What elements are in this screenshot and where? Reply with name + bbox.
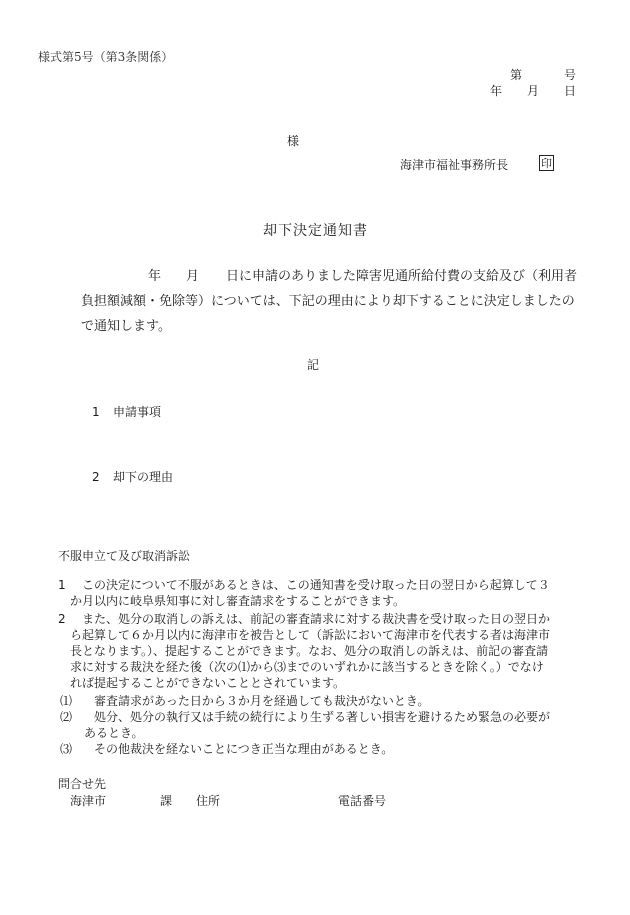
seal-mark: 印 [541, 157, 552, 170]
para-text: また、処分の取消しの訴えは、前記の審査請求に対する裁決書を受け取った日の翌日か [82, 612, 551, 626]
body-line-1-rest: 日に申請のありました障害児通所給付費の支給及び（利用者 [226, 269, 578, 284]
appeal-para-2-line-3: 長となります。）、提起することができます。なお、処分の取消しの訴えは、前記の審査請 [70, 644, 549, 658]
para-number: 1 [58, 578, 66, 592]
appeal-para-2-line-2: ら起算して６か月以内に海津市を被告として（訴訟において海津市を代表する者は海津市 [70, 628, 551, 642]
sub-number: ⑵ [60, 710, 73, 724]
number-go: 号 [564, 68, 577, 82]
appeal-sub-2-line-1 [60, 710, 550, 726]
ki-heading: 記 [307, 358, 320, 372]
inquiry-address-label: 住所 [196, 794, 221, 808]
appeal-heading: 不服申立て及び取消訴訟 [58, 549, 191, 563]
item-reason [92, 470, 173, 485]
inquiry-heading: 問合せ先 [58, 777, 107, 791]
document-title: 却下決定通知書 [263, 223, 368, 239]
date-day: 日 [564, 84, 577, 98]
inquiry-phone-label: 電話番号 [338, 794, 387, 808]
appeal-para-2-line-5: れば提起することができないこととされています。 [70, 676, 346, 690]
inquiry-details [70, 794, 410, 809]
appeal-sub-1 [60, 694, 429, 710]
sub-number: ⑶ [60, 742, 73, 756]
appeal-para-2-line-1 [58, 612, 550, 628]
number-dai: 第 [510, 68, 523, 82]
body-line-1 [148, 269, 578, 285]
date-month: 月 [527, 84, 540, 98]
body-year: 年 [148, 269, 162, 284]
sub-text: その他裁決を経ないことにつき正当な理由があるとき。 [94, 742, 394, 756]
item-application [92, 405, 161, 420]
appeal-sub-3 [60, 742, 393, 758]
body-line-2: 負担額減額・免除等）については、下記の理由により却下することに決定しましたの [81, 294, 575, 309]
appeal-para-2-line-4: 求に対する裁決を経た後（次の⑴から⑶までのいずれかに該当するときを除く。）でなけ [70, 660, 544, 674]
para-text: この決定について不服があるときは、この通知書を受け取った日の翌日から起算して３ [82, 578, 550, 592]
para-number: 2 [58, 612, 66, 626]
sender-name: 海津市福祉事務所長 [400, 158, 509, 172]
addressee-suffix: 様 [287, 134, 300, 148]
appeal-para-1-line-1 [58, 578, 550, 594]
form-label: 様式第5号（第3条関係） [38, 50, 174, 64]
appeal-para-1-line-2: か月以内に岐阜県知事に対し審査請求をすることができます。 [70, 594, 406, 608]
item-label: 申請事項 [113, 405, 162, 419]
item-label: 却下の理由 [113, 470, 174, 484]
inquiry-city: 海津市 [70, 794, 107, 808]
item-number: 1 [92, 405, 100, 419]
sub-text: 審査請求があった日から３か月を経過しても裁決がないとき。 [94, 694, 430, 708]
sub-text: 処分、処分の執行又は手続の続行により生ずる著しい損害を避けるため緊急の必要が [94, 710, 551, 724]
appeal-sub-2-line-2: あるとき。 [84, 726, 144, 740]
item-number: 2 [92, 470, 100, 484]
sub-number: ⑴ [60, 694, 73, 708]
body-month: 月 [186, 269, 200, 284]
inquiry-section: 課 [160, 794, 173, 808]
body-line-3: で通知します。 [81, 319, 171, 334]
date-year: 年 [490, 84, 503, 98]
